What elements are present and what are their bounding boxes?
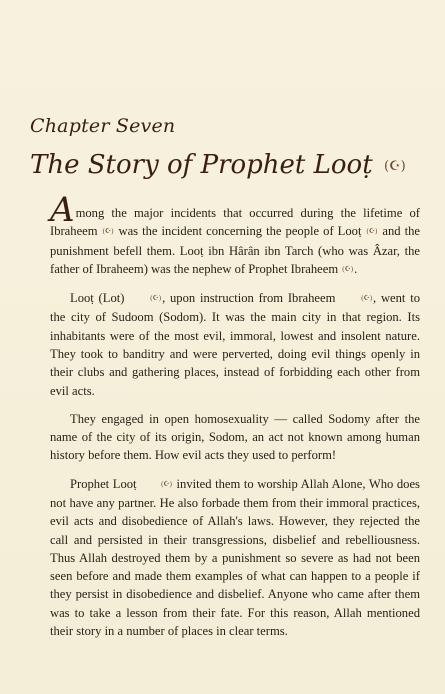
chapter-title <box>30 150 409 180</box>
paragraph-1-text-b: was the incident concerning the people of Looṭ <box>118 224 362 239</box>
paragraph-3-text: They engaged in open homosexuality — called Sodomy after the name of the city of its origin, Sodom, an act not known among human history before them. How evil acts they used to perform! <box>50 411 420 463</box>
honorific-icon: (☪) <box>161 480 172 488</box>
paragraph-4 <box>50 475 420 641</box>
paragraph-2-text-c: , went to the city of Sudoom (Sodom). It was the main city in that region. Its inhabitants were of the most evil, immoral, lowest and insolent nature. They took to banditry and were perverted, doing evil things openly in their clubs and gathering places, instead of forbidding each other from evil acts. <box>50 291 420 398</box>
honorific-icon: (☪) <box>383 158 406 174</box>
paragraph-4-text-a: Prophet Looṭ <box>70 476 137 491</box>
chapter-label: Chapter Seven <box>30 115 176 137</box>
paragraph-2-text-a: Looṭ (Lot) <box>70 291 125 306</box>
honorific-icon: (☪) <box>102 228 114 236</box>
paragraph-2-text-b: , upon instruction from Ibraheem <box>162 291 336 306</box>
chapter-title-text: The Story of Prophet Looṭ <box>30 150 373 180</box>
paragraph-3 <box>50 410 420 465</box>
paragraph-1-text-d: . <box>354 261 358 276</box>
honorific-icon: (☪) <box>361 295 373 303</box>
chapter-body <box>50 190 420 650</box>
paragraph-2 <box>50 289 420 400</box>
paragraph-1-text-a: mong the major incidents that occurred during the lifetime of Ibraheem <box>50 206 420 239</box>
paragraph-1 <box>50 190 420 279</box>
honorific-icon: (☪) <box>342 265 354 273</box>
paragraph-1-text-c: and the punishment befell them. Looṭ ibn Hârân ibn Tarch (who was Âzar, the father of Ibraheem) was the nephew of Prophet Ibraheem <box>50 224 420 276</box>
honorific-icon: (☪) <box>150 295 162 303</box>
honorific-icon: (☪) <box>366 228 378 236</box>
paragraph-4-text-b: invited them to worship Allah Alone, Who does not have any partner. He also forbade them from their immoral practices, evil acts and disobedience of Allah's laws. However, they rejected the call and persisted in their transgressions, disbelief and rebelliousness. Thus Allah destroyed them by a punishment so severe as had not been seen before and made them examples of what can happen to a people if they persist in disobedience and disbelief. Anyone who came after them was to take a lesson from their fate. For this reason, Allah mentioned their story in a number of places in clear terms. <box>50 476 420 639</box>
drop-cap: A <box>50 190 75 230</box>
